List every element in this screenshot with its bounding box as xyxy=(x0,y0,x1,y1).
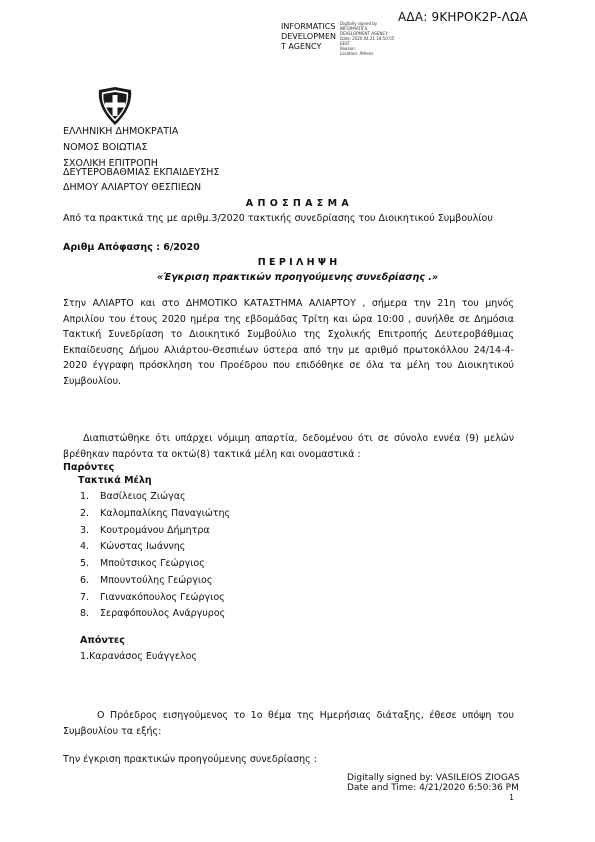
list-number: 3. xyxy=(80,525,90,536)
list-item xyxy=(80,491,186,502)
stamp-detail-5: EEST xyxy=(340,41,351,46)
header-line-3: ΣΧΟΛΙΚΗ ΕΠΙΤΡΟΠΗ xyxy=(63,158,158,169)
stamp-title-line-3: T AGENCY xyxy=(281,42,322,51)
signature-signed-by: Digitally signed by: VASILEIOS ZIOGAS xyxy=(347,773,520,783)
signature-datetime: Date and Time: 4/21/2020 6:50:36 PM xyxy=(347,783,519,793)
header-line-1: ΕΛΛΗΝΙΚΗ ΔΗΜΟΚΡΑΤΙΑ xyxy=(63,126,179,137)
list-number: 6. xyxy=(80,575,90,586)
list-number: 2. xyxy=(80,508,90,519)
header-line-4: ΔΕΥΤΕΡΟΒΑΘΜΙΑΣ ΕΚΠΑΙΔΕΥΣΗΣ xyxy=(63,167,220,178)
list-number: 1. xyxy=(80,491,90,502)
ada-code: ΑΔΑ: 9ΚΗΡΟΚ2Ρ-ΛΩΑ xyxy=(398,10,528,24)
member-name: Βασίλειος Ζιώγας xyxy=(100,491,186,502)
greek-emblem-icon xyxy=(95,86,135,126)
minutes-subtitle: Από τα πρακτικά της με αριθμ.3/2020 τακτικής συνεδρίασης του Διοικητικού Συμβουλίου xyxy=(63,213,493,224)
list-item xyxy=(80,508,231,519)
meeting-paragraph: Στην ΑΛΙΑΡΤΟ και στο ΔΗΜΟΤΙΚΟ ΚΑΤΑΣΤΗΜΑ ΑΛΙΑΡΤΟΥ , σήμερα την 21η του μηνός Απριλίου του έτους 2020 ημέρα της εβδομάδας Τρίτη και ώρα 10:00 , συνήλθε σε Δημόσια Τακτική Συνεδρίαση το Διοικητικό Συμβούλιο της Σχολικής Επιτροπής Δευτεροβάθμιας Εκπαίδευσης Δήμου Αλιάρτου-Θεσπιέων ύστερα από την με αριθμό πρωτοκόλλου 24/14-4-2020 έγγραφη πρόσκληση του Προέδρου που επιδόθηκε σε όλα τα μέλη του Διοικητικού Συμβουλίου. xyxy=(63,298,514,387)
stamp-detail-3: DEVELOPMENT AGENCY xyxy=(340,31,388,36)
list-item xyxy=(80,608,226,619)
stamp-detail-4: Date: 2020.04.21 18:50:55 xyxy=(340,36,395,41)
apospasma-heading: Α Π Ο Σ Π Α Σ Μ Α xyxy=(245,198,350,209)
list-item xyxy=(80,575,213,586)
perilipsi-heading: Π Ε Ρ Ι Λ Η Ψ Η xyxy=(257,257,338,268)
header-line-5: ΔΗΜΟΥ ΑΛΙΑΡΤΟΥ ΘΕΣΠΙΕΩΝ xyxy=(63,182,202,193)
absent-heading: Απόντες xyxy=(80,635,125,646)
member-name: Κουτρομάνου Δήμητρα xyxy=(100,525,210,536)
decision-number: Αριθμ Απόφασης : 6/2020 xyxy=(63,242,200,253)
stamp-title-line-2: DEVELOPMEN xyxy=(281,32,336,41)
decision-topic: «Έγκριση πρακτικών προηγούμενης συνεδρίασης .» xyxy=(156,272,439,283)
list-number: 7. xyxy=(80,592,90,603)
list-number: 8. xyxy=(80,608,90,619)
list-number: 5. xyxy=(80,558,90,569)
stamp-title-line-1: INFORMATICS xyxy=(281,22,336,31)
stamp-detail-6: Reason: xyxy=(340,46,356,51)
member-name: Καλομπαλίκης Παναγιώτης xyxy=(100,508,231,519)
stamp-detail-7: Location: Athens xyxy=(340,51,374,56)
approval-line: Την έγκριση πρακτικών προηγούμενης συνεδρίασης : xyxy=(63,754,317,765)
list-number: 4. xyxy=(80,541,90,552)
list-item xyxy=(80,541,186,552)
member-name: Μπουντούλης Γεώργιος xyxy=(100,575,213,586)
president-paragraph: Ο Πρόεδρος εισηγούμενος το 1ο θέμα της Ημερήσιας διάταξης, έθεσε υπόψη του Συμβουλίου τα εξής: xyxy=(63,710,514,737)
member-name: Κώνστας Ιωάννης xyxy=(100,541,186,552)
present-heading: Παρόντες xyxy=(63,462,115,473)
member-name: Γιαννακόπουλος Γεώργιος xyxy=(100,592,225,603)
quorum-paragraph: Διαπιστώθηκε ότι υπάρχει νόμιμη απαρτία, δεδομένου ότι σε σύνολο εννέα (9) μελών βρέθηκαν παρόντα τα οκτώ(8) τακτικά μέλη και ονομαστικά : xyxy=(63,433,514,460)
stamp-detail-2: INFORMATICS xyxy=(340,26,368,31)
page-number: 1 xyxy=(509,793,515,802)
stamp-detail-1: Digitally signed by xyxy=(340,21,378,26)
list-item xyxy=(80,592,225,603)
header-line-2: ΝΟΜΟΣ ΒΟΙΩΤΙΑΣ xyxy=(63,142,148,153)
member-name: Μπούτσικος Γεώργιος xyxy=(100,558,205,569)
list-item xyxy=(80,558,205,569)
absent-member: 1.Καρανάσος Ευάγγελος xyxy=(80,651,197,662)
member-name: Σεραφόπουλος Ανάργυρος xyxy=(100,608,226,619)
regular-members-heading: Τακτικά Μέλη xyxy=(78,475,152,486)
list-item xyxy=(80,525,210,536)
